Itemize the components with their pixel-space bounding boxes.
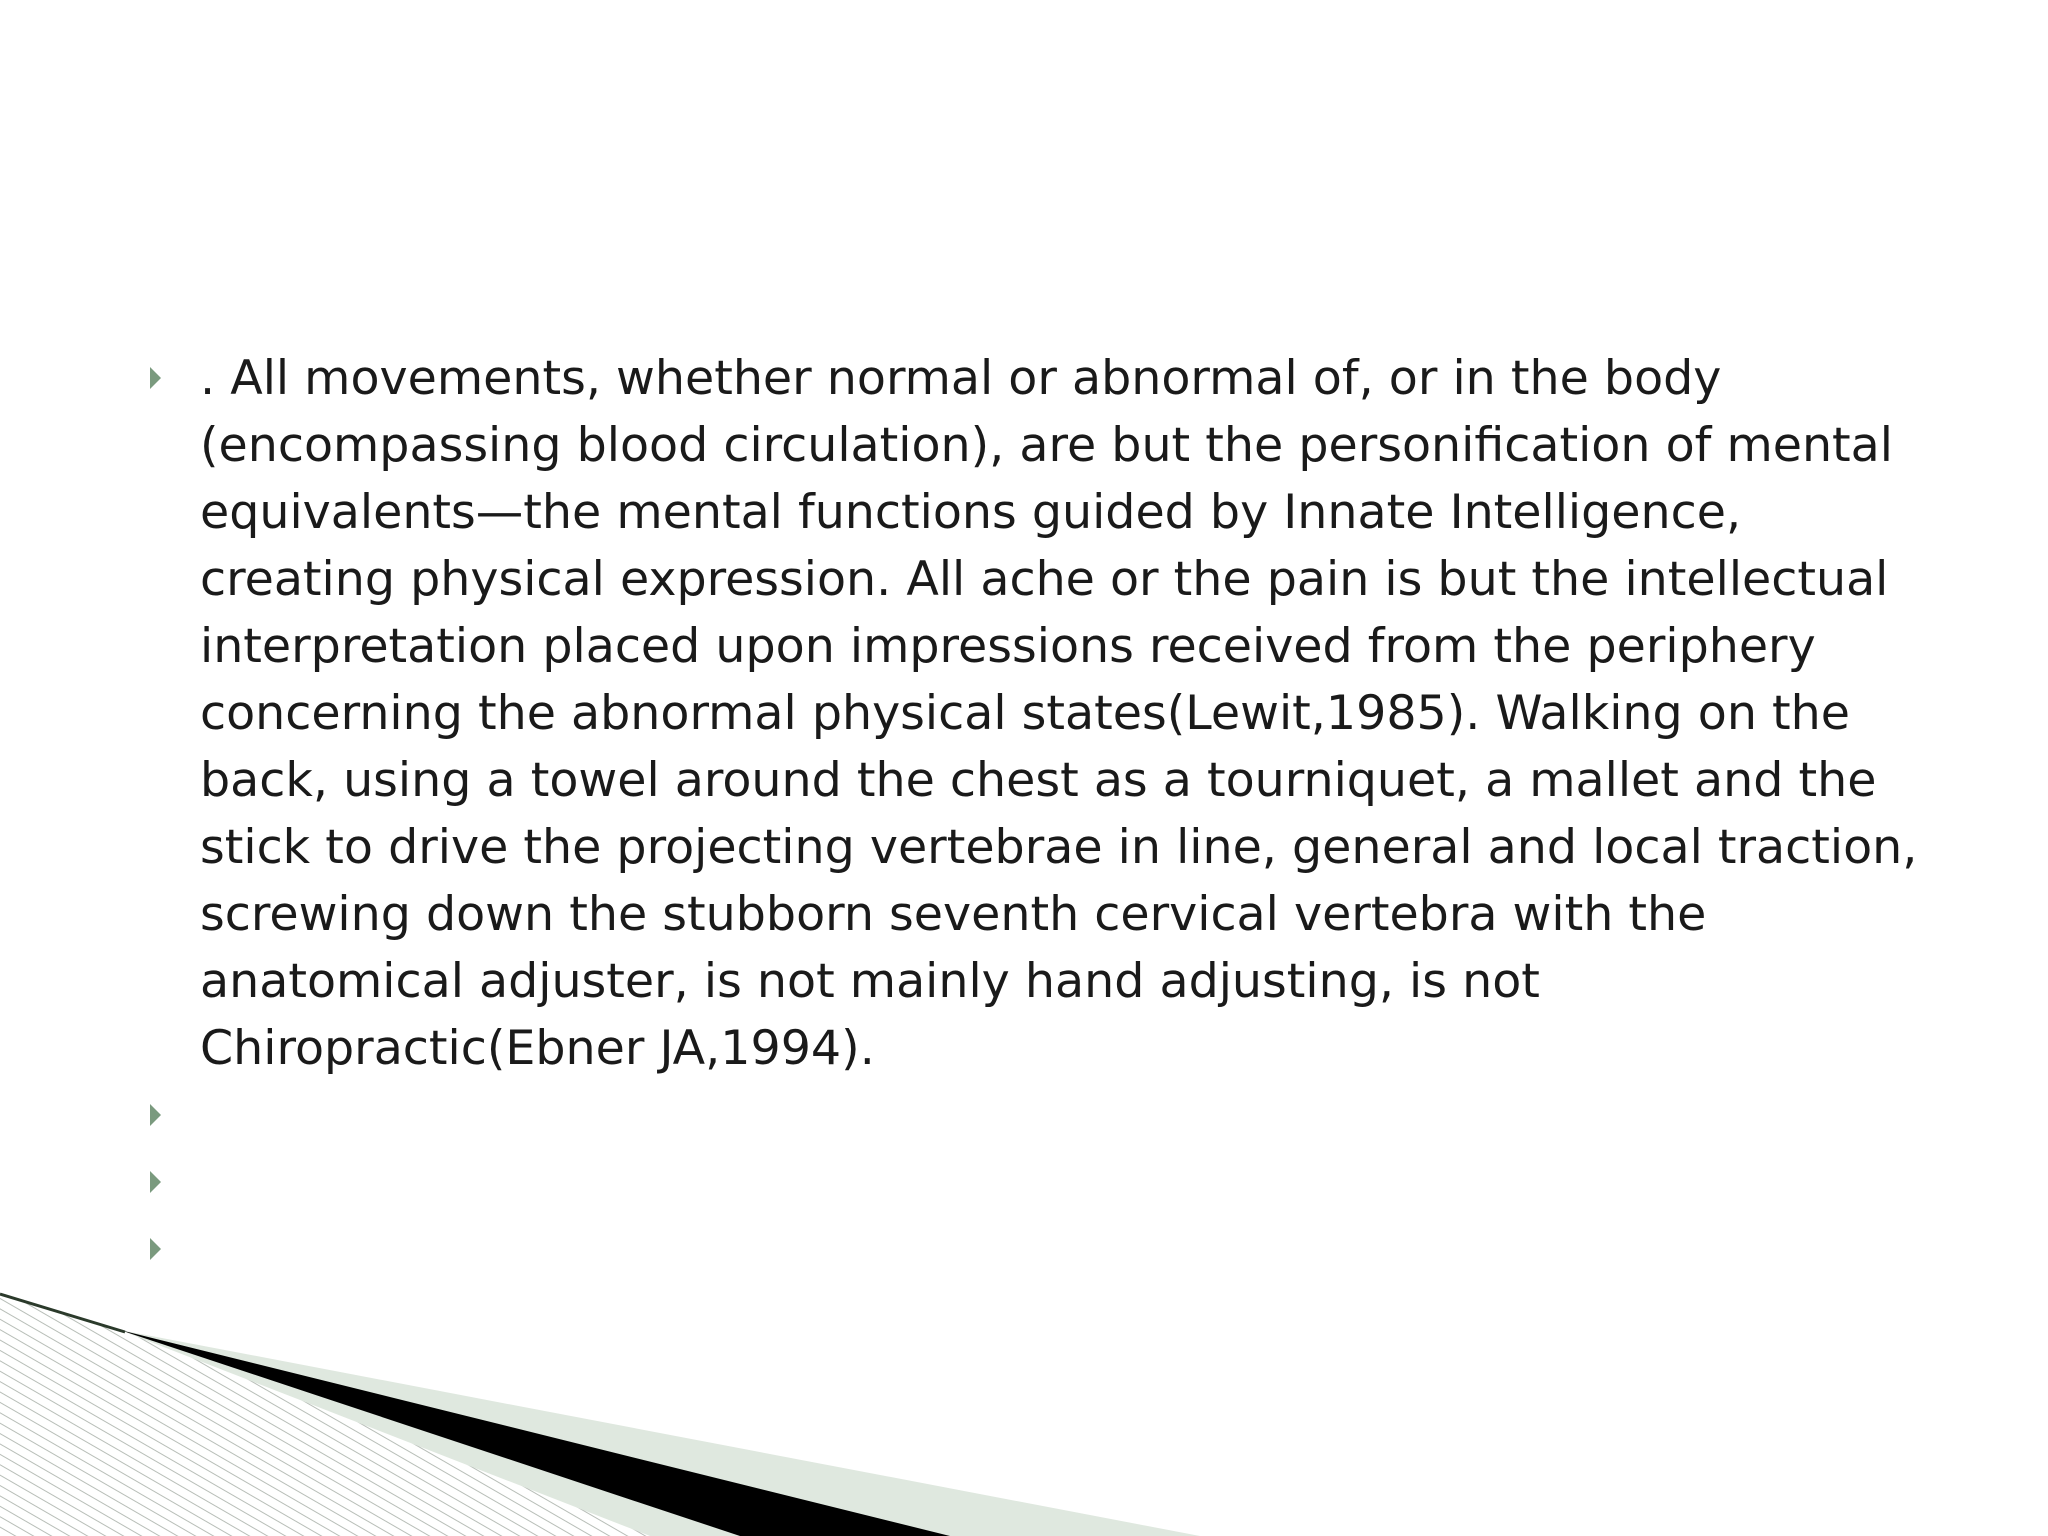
triangle-bullet-icon xyxy=(150,1104,161,1126)
hatched-wedge xyxy=(0,1296,900,1536)
black-wedge xyxy=(120,1330,950,1536)
triangle-bullet-icon xyxy=(150,1238,161,1260)
bullet-text: . All movements, whether normal or abnormal of, or in the body (encompassing blood circulation), are but the personification of mental equivalents—the mental functions guided by Innate Intelligence, creating physical expression. All ache or the pain is but the intellectual interpretation placed upon impressions received from the periphery concerning the abnormal physical states(Lewit,1985). Walking on the back, using a towel around the chest as a tourniquet, a mallet and the stick to drive the projecting vertebrae in line, general and local traction, screwing down the stubborn seventh cervical vertebra with the anatomical adjuster, is not mainly hand adjusting, is not Chiropractic(Ebner JA,1994). xyxy=(200,351,1918,1076)
triangle-bullet-icon xyxy=(150,367,161,389)
bullet-item xyxy=(150,345,1940,1082)
light-green-wedge xyxy=(120,1330,1200,1536)
bullet-item-empty xyxy=(150,1149,1940,1216)
dark-edge-line xyxy=(0,1294,125,1332)
bullet-item-empty xyxy=(150,1216,1940,1283)
triangle-bullet-icon xyxy=(150,1171,161,1193)
bullet-item-empty xyxy=(150,1082,1940,1149)
bullet-list xyxy=(150,345,1940,1283)
